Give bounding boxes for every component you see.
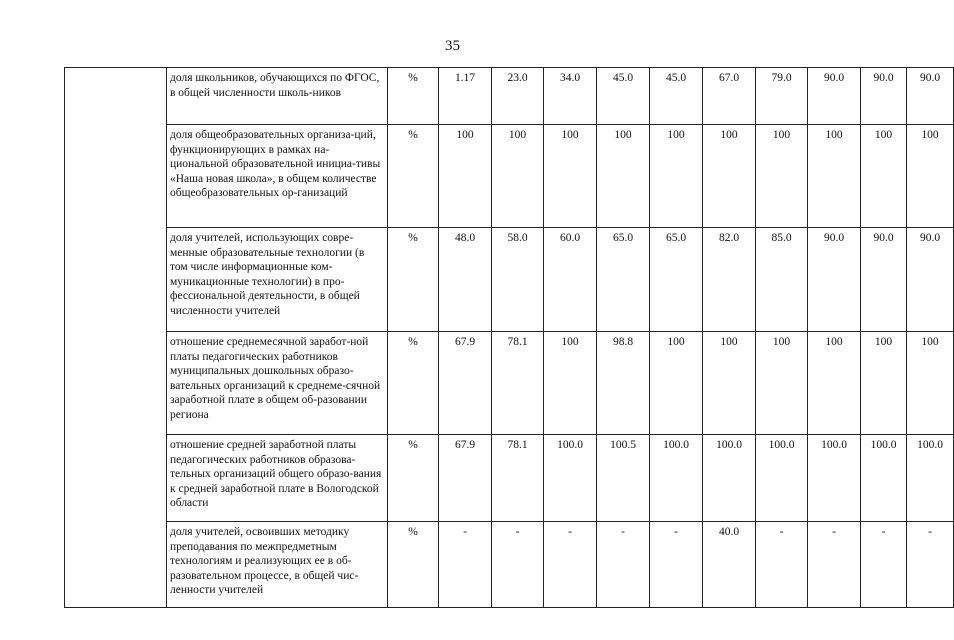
unit-cell: % (388, 125, 439, 228)
blank-first-column (65, 68, 167, 608)
value-cell: 65.0 (597, 228, 650, 332)
unit-cell: % (388, 68, 439, 125)
value-cell: - (544, 522, 597, 608)
value-cell: 67.9 (439, 332, 492, 435)
value-cell: - (439, 522, 492, 608)
value-cell: 67.0 (703, 68, 756, 125)
indicator-description: доля общеобразовательных организа-ций, функционирующих в рамках на-циональной образовательной инициа-тивы «Наша новая школа», в общем количестве общеобразовательных ор-ганизаций (167, 125, 388, 228)
value-cell: 100 (544, 332, 597, 435)
indicator-description: доля учителей, освоивших методику преподавания по межпредметным технологиям и реализующих ее в об-разовательном процессе, в общей чис-ленности учителей (167, 522, 388, 608)
value-cell: 100 (861, 125, 907, 228)
indicator-description: доля школьников, обучающихся по ФГОС, в общей численности школь-ников (167, 68, 388, 125)
value-cell: 100 (907, 125, 954, 228)
value-cell: 100.0 (907, 435, 954, 522)
value-cell: 45.0 (650, 68, 703, 125)
value-cell: 48.0 (439, 228, 492, 332)
value-cell: 100.0 (808, 435, 861, 522)
value-cell: 100 (756, 332, 808, 435)
value-cell: 85.0 (756, 228, 808, 332)
indicator-description: отношение среднемесячной заработ-ной платы педагогических работников муниципальных дошкольных образо-вательных организаций к среднеме-сячной заработной плате в общем об-разовании региона (167, 332, 388, 435)
value-cell: 82.0 (703, 228, 756, 332)
value-cell: 100 (597, 125, 650, 228)
value-cell: 100 (544, 125, 597, 228)
value-cell: 100 (703, 125, 756, 228)
value-cell: - (650, 522, 703, 608)
value-cell: - (756, 522, 808, 608)
value-cell: - (597, 522, 650, 608)
indicators-table (64, 67, 954, 608)
value-cell: 100.0 (650, 435, 703, 522)
table-row (65, 435, 954, 522)
value-cell: 78.1 (492, 332, 544, 435)
value-cell: - (808, 522, 861, 608)
unit-cell: % (388, 435, 439, 522)
table-row (65, 68, 954, 125)
value-cell: - (861, 522, 907, 608)
value-cell: 100.0 (544, 435, 597, 522)
value-cell: 100.0 (756, 435, 808, 522)
value-cell: 45.0 (597, 68, 650, 125)
value-cell: 90.0 (907, 228, 954, 332)
value-cell: 100 (861, 332, 907, 435)
value-cell: 23.0 (492, 68, 544, 125)
table-row (65, 522, 954, 608)
unit-cell: % (388, 522, 439, 608)
value-cell: 100 (439, 125, 492, 228)
value-cell: 90.0 (808, 68, 861, 125)
value-cell: 65.0 (650, 228, 703, 332)
value-cell: 90.0 (808, 228, 861, 332)
value-cell: 100.0 (703, 435, 756, 522)
value-cell: 100 (492, 125, 544, 228)
value-cell: 78.1 (492, 435, 544, 522)
value-cell: 100 (703, 332, 756, 435)
value-cell: 100 (756, 125, 808, 228)
indicator-description: доля учителей, использующих совре-менные образовательные технологии (в том числе информационные ком-муникационные технологии) в про-фессиональной деятельности, в общей численности учителей (167, 228, 388, 332)
page-number: 35 (445, 38, 460, 54)
value-cell: 100.0 (861, 435, 907, 522)
value-cell: 98.8 (597, 332, 650, 435)
value-cell: 1.17 (439, 68, 492, 125)
table-row (65, 125, 954, 228)
table-row (65, 228, 954, 332)
value-cell: 60.0 (544, 228, 597, 332)
unit-cell: % (388, 228, 439, 332)
value-cell: - (907, 522, 954, 608)
value-cell: 90.0 (861, 228, 907, 332)
value-cell: 100 (808, 332, 861, 435)
unit-cell: % (388, 332, 439, 435)
value-cell: 100 (907, 332, 954, 435)
value-cell: 34.0 (544, 68, 597, 125)
value-cell: 40.0 (703, 522, 756, 608)
value-cell: 67.9 (439, 435, 492, 522)
value-cell: - (492, 522, 544, 608)
value-cell: 90.0 (907, 68, 954, 125)
indicator-description: отношение средней заработной платы педагогических работников образова-тельных организаций общего образо-вания к средней заработной плате в Вологодской области (167, 435, 388, 522)
value-cell: 100 (808, 125, 861, 228)
table-row (65, 332, 954, 435)
value-cell: 100 (650, 332, 703, 435)
value-cell: 58.0 (492, 228, 544, 332)
value-cell: 100 (650, 125, 703, 228)
value-cell: 100.5 (597, 435, 650, 522)
value-cell: 79.0 (756, 68, 808, 125)
value-cell: 90.0 (861, 68, 907, 125)
